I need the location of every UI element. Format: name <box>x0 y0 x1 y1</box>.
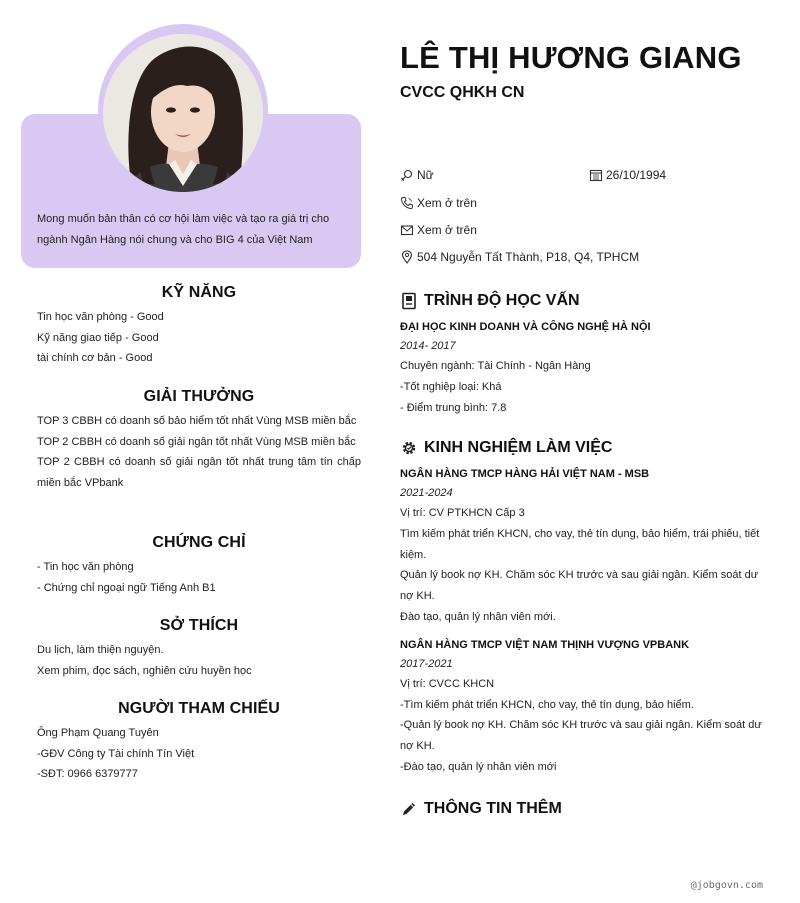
gender-info <box>400 168 434 182</box>
job-line: Vị trí: CVCC KHCN <box>400 677 495 690</box>
education-detail: - Điểm trung bình: 7.8 <box>400 401 507 414</box>
experience-title: KINH NGHIỆM LÀM VIỆC <box>424 439 613 456</box>
reference-item: -SĐT: 0966 6379777 <box>37 768 138 780</box>
calendar-icon <box>589 168 603 182</box>
job-line: Vị trí: CV PTKHCN Cấp 3 <box>400 507 525 519</box>
job-period: 2021-2024 <box>400 487 453 499</box>
avatar-photo-icon <box>103 34 263 192</box>
job-line: Quản lý book nợ KH. Chăm sóc KH trước và sau giải ngân. Kiểm soát dư nợ KH. <box>400 569 759 603</box>
full-name: LÊ THỊ HƯƠNG GIANG <box>400 40 742 75</box>
education-heading <box>400 292 765 310</box>
experience-section <box>400 439 765 778</box>
hobby-item: Du lịch, làm thiện nguyện. <box>37 644 164 656</box>
watermark: @jobgovn.com <box>690 880 763 891</box>
email-value: Xem ở trên <box>417 223 477 237</box>
hobby-item: Xem phim, đọc sách, nghiên cứu huyền học <box>37 664 252 677</box>
job-line: -Quản lý book nợ KH. Chăm sóc KH trước và sau giải ngân. Kiểm soát dư nợ KH. <box>400 719 762 753</box>
experience-heading <box>400 439 765 457</box>
address-value: 504 Nguyễn Tất Thành, P18, Q4, TPHCM <box>417 250 640 264</box>
job-entry <box>400 636 765 778</box>
job-position: CVCC QHKH CN <box>400 84 525 101</box>
location-icon <box>400 250 414 264</box>
awards-section <box>37 388 361 493</box>
skills-section <box>37 284 361 369</box>
pen-icon <box>400 800 418 818</box>
job-period: 2017-2021 <box>400 657 453 670</box>
job-line: Tìm kiếm phát triển KHCN, cho vay, thẻ tín dụng, bảo hiểm, trái phiếu, tiết kiệm. <box>400 527 760 561</box>
references-title: NGƯỜI THAM CHIẾU <box>118 700 280 717</box>
skill-item: Tin học văn phòng - Good <box>37 311 164 323</box>
extra-info-section <box>400 800 765 826</box>
job-entry <box>400 465 765 628</box>
phone-value: Xem ở trên <box>417 196 477 210</box>
extra-info-title: THÔNG TIN THÊM <box>424 800 562 817</box>
reference-item: -GĐV Công ty Tài chính Tín Việt <box>37 747 195 760</box>
job-line: -Đào tạo, quản lý nhân viên mới <box>400 760 557 773</box>
awards-title: GIẢI THƯỞNG <box>143 388 255 405</box>
avatar <box>103 34 263 192</box>
school-name: ĐẠI HỌC KINH DOANH VÀ CÔNG NGHỆ HÀ NỘI <box>400 321 651 333</box>
hobbies-title: SỞ THÍCH <box>159 617 239 634</box>
references-section <box>37 700 361 785</box>
company-name: NGÂN HÀNG TMCP HÀNG HẢI VIỆT NAM - MSB <box>400 468 650 480</box>
book-icon <box>400 292 418 310</box>
job-line: -Tìm kiếm phát triển KHCN, cho vay, thẻ tín dụng, bảo hiểm. <box>400 698 694 711</box>
phone-info <box>400 196 477 210</box>
birthday-info <box>589 168 666 182</box>
phone-icon <box>400 196 414 210</box>
birthday-value: 26/10/1994 <box>606 168 667 182</box>
mail-icon <box>400 223 414 237</box>
award-item: TOP 2 CBBH có doanh số giải ngân tốt nhất Vùng MSB miền bắc <box>37 435 356 448</box>
award-item: TOP 2 CBBH có doanh số giải ngân tốt nhất trung tâm tín chấp miền bắc VPbank <box>37 456 361 489</box>
hobbies-section <box>37 617 361 681</box>
job-line: Đào tạo, quản lý nhân viên mới. <box>400 610 556 623</box>
education-detail: -Tốt nghiệp loại: Khá <box>400 380 502 393</box>
reference-item: Ông Phạm Quang Tuyên <box>37 727 159 739</box>
gender-icon <box>400 168 414 182</box>
company-name: NGÂN HÀNG TMCP VIỆT NAM THỊNH VƯỢNG VPBANK <box>400 638 690 651</box>
certificate-item: - Chứng chỉ ngoại ngữ Tiếng Anh B1 <box>37 581 216 594</box>
certificates-section <box>37 534 361 598</box>
education-title: TRÌNH ĐỘ HỌC VẤN <box>424 292 580 309</box>
skills-title: KỸ NĂNG <box>161 284 237 301</box>
gender-value: Nữ <box>417 168 434 182</box>
education-section <box>400 292 765 418</box>
extra-info-heading <box>400 800 765 818</box>
award-item: TOP 3 CBBH có doanh số bảo hiểm tốt nhất Vùng MSB miền bắc <box>37 415 357 427</box>
email-info <box>400 223 477 237</box>
address-info <box>400 250 639 264</box>
gear-icon <box>400 439 418 457</box>
education-detail: Chuyên ngành: Tài Chính - Ngân Hàng <box>400 360 591 372</box>
skill-item: Kỹ năng giao tiếp - Good <box>37 331 159 344</box>
certificate-item: - Tin học văn phòng <box>37 561 134 573</box>
education-period: 2014- 2017 <box>400 340 456 352</box>
certificates-title: CHỨNG CHỈ <box>152 534 246 551</box>
career-objective: Mong muốn bản thân có cơ hội làm việc và tạo ra giá trị cho ngành Ngân Hàng nói chung và cho BIG 4 của Việt Nam <box>37 213 330 246</box>
skill-item: tài chính cơ bản - Good <box>37 352 153 364</box>
